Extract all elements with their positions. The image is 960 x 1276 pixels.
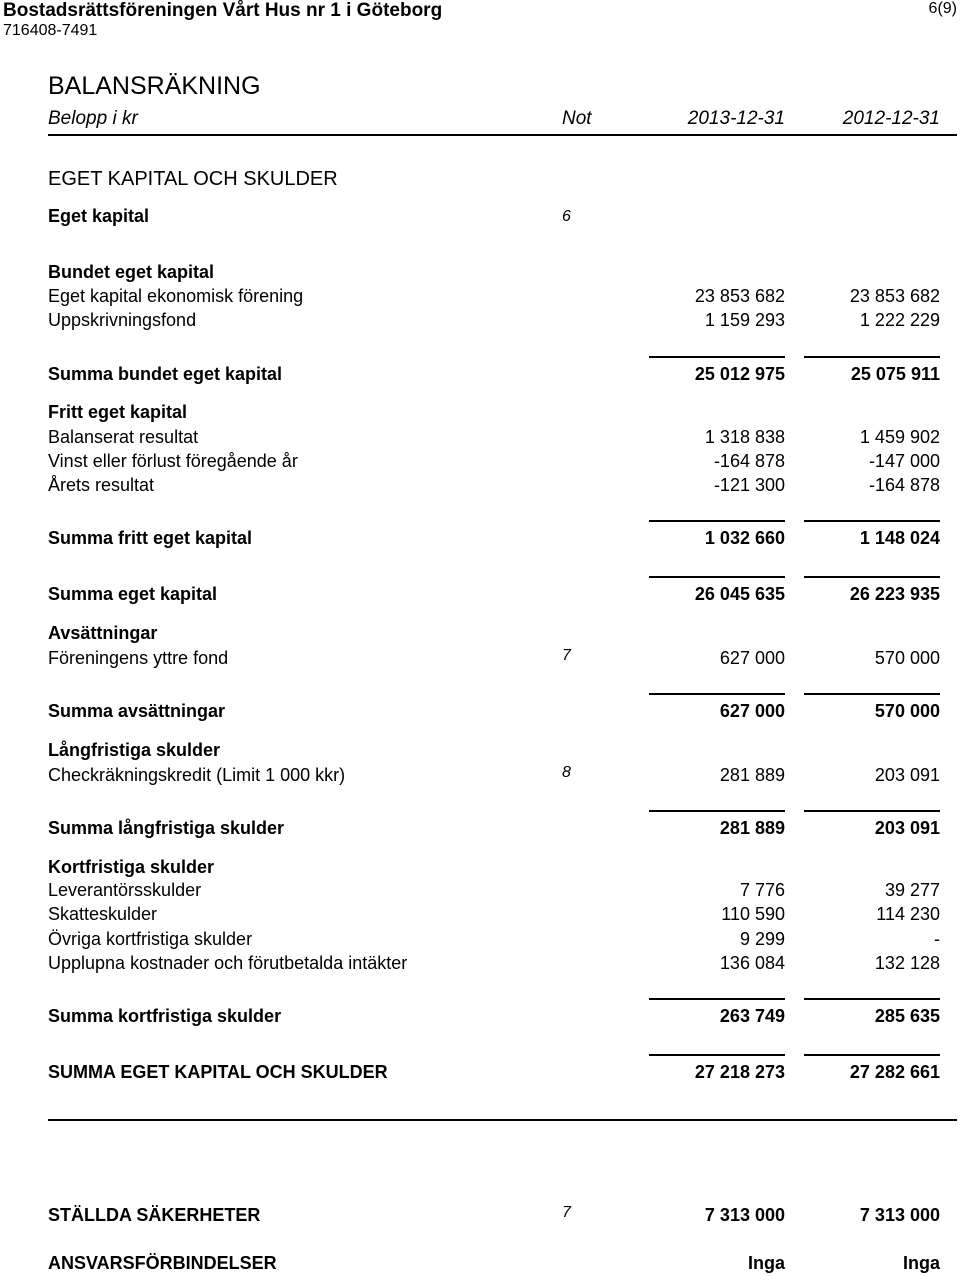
sum-value-2013: 263 749 [719, 1006, 785, 1026]
sum-underline [804, 1054, 940, 1056]
row-label: Uppskrivningsfond [48, 310, 197, 330]
row-note: 7 [562, 647, 571, 664]
sum-underline [804, 693, 940, 695]
page-number: 6(9) [928, 0, 957, 17]
sum-value-2013: 1 032 660 [704, 528, 785, 548]
sum-underline [804, 998, 940, 1000]
total-value-2013: 27 218 273 [694, 1062, 785, 1082]
sum-label: Summa fritt eget kapital [48, 528, 253, 548]
row-value-2013: 23 853 682 [694, 286, 785, 306]
sum-underline [804, 576, 940, 578]
sum-underline [649, 576, 785, 578]
row-value-2013: 1 318 838 [704, 427, 785, 447]
row-value-2012: 570 000 [874, 648, 940, 668]
row-label: Skatteskulder [48, 904, 158, 924]
row-label: Checkräkningskredit (Limit 1 000 kkr) [48, 765, 346, 785]
sum-underline [804, 810, 940, 812]
sum-value-2012: 1 148 024 [859, 528, 940, 548]
ansvar-label: ANSVARSFÖRBINDELSER [48, 1253, 277, 1273]
sum-underline [649, 520, 785, 522]
sum-value-2012: 203 091 [874, 818, 940, 838]
stallda-label: STÄLLDA SÄKERHETER [48, 1205, 261, 1225]
sum-underline [649, 693, 785, 695]
avsattningar-heading: Avsättningar [48, 623, 158, 643]
sum-label: Summa kortfristiga skulder [48, 1006, 282, 1026]
sum-label: Summa avsättningar [48, 701, 226, 721]
stallda-value-2013: 7 313 000 [704, 1205, 785, 1225]
stallda-value-2012: 7 313 000 [859, 1205, 940, 1225]
page-title: BALANSRÄKNING [48, 72, 261, 100]
row-label: Årets resultat [48, 475, 155, 495]
column-header-year1: 2013-12-31 [687, 108, 785, 129]
row-value-2012: 1 459 902 [859, 427, 940, 447]
column-header-amount: Belopp i kr [48, 108, 138, 129]
sum-value-2012: 25 075 911 [850, 364, 940, 384]
row-label: Leverantörsskulder [48, 880, 202, 900]
row-value-2013: -164 878 [713, 451, 785, 471]
row-label: Föreningens yttre fond [48, 648, 229, 668]
sum-underline [804, 356, 940, 358]
row-value-2012: 1 222 229 [859, 310, 940, 330]
row-value-2013: 627 000 [719, 648, 785, 668]
header-divider [48, 134, 957, 136]
eget-kapital-heading: Eget kapital [48, 206, 150, 226]
section-title: EGET KAPITAL OCH SKULDER [48, 168, 338, 190]
sum-value-2013: 281 889 [719, 818, 785, 838]
row-value-2012: - [934, 929, 940, 949]
eget-kapital-note: 6 [562, 208, 571, 225]
row-label: Vinst eller förlust föregående år [48, 451, 298, 471]
row-value-2012: 132 128 [874, 953, 940, 973]
bundet-heading: Bundet eget kapital [48, 262, 215, 282]
divider [48, 1119, 957, 1121]
row-label: Upplupna kostnader och förutbetalda intäkter [48, 953, 408, 973]
organization-name: Bostadsrättsföreningen Vårt Hus nr 1 i Göteborg [3, 0, 443, 21]
sum-underline [649, 1054, 785, 1056]
sum-underline [649, 356, 785, 358]
stallda-note: 7 [562, 1204, 571, 1221]
sum-value-2013: 26 045 635 [694, 584, 785, 604]
row-value-2012: -164 878 [868, 475, 940, 495]
sum-value-2012: 285 635 [874, 1006, 940, 1026]
langfristiga-heading: Långfristiga skulder [48, 740, 221, 760]
row-value-2013: 136 084 [719, 953, 785, 973]
row-value-2013: 9 299 [739, 929, 785, 949]
sum-underline [649, 998, 785, 1000]
row-label: Balanserat resultat [48, 427, 199, 447]
row-value-2012: 39 277 [884, 880, 940, 900]
kortfristiga-heading: Kortfristiga skulder [48, 857, 215, 877]
sum-value-2012: 570 000 [874, 701, 940, 721]
row-note: 8 [562, 764, 571, 781]
sum-value-2013: 25 012 975 [694, 364, 785, 384]
sum-value-2013: 627 000 [719, 701, 785, 721]
row-value-2012: 23 853 682 [849, 286, 940, 306]
row-label: Eget kapital ekonomisk förening [48, 286, 304, 306]
total-value-2012: 27 282 661 [849, 1062, 940, 1082]
fritt-heading: Fritt eget kapital [48, 402, 188, 422]
row-label: Övriga kortfristiga skulder [48, 929, 253, 949]
sum-underline [649, 810, 785, 812]
sum-label: Summa bundet eget kapital [48, 364, 283, 384]
row-value-2012: -147 000 [868, 451, 940, 471]
row-value-2013: 7 776 [739, 880, 785, 900]
row-value-2013: -121 300 [713, 475, 785, 495]
sum-underline [804, 520, 940, 522]
sum-label: Summa eget kapital [48, 584, 218, 604]
sum-label: Summa långfristiga skulder [48, 818, 285, 838]
total-label: SUMMA EGET KAPITAL OCH SKULDER [48, 1062, 388, 1082]
row-value-2013: 281 889 [719, 765, 785, 785]
organization-number: 716408-7491 [3, 22, 98, 39]
ansvar-value-2013: Inga [747, 1253, 785, 1273]
row-value-2012: 203 091 [874, 765, 940, 785]
sum-value-2012: 26 223 935 [849, 584, 940, 604]
row-value-2012: 114 230 [876, 904, 940, 924]
ansvar-value-2012: Inga [902, 1253, 940, 1273]
column-header-note: Not [562, 108, 592, 129]
row-value-2013: 1 159 293 [704, 310, 785, 330]
row-value-2013: 110 590 [721, 904, 785, 924]
column-header-year2: 2012-12-31 [842, 108, 940, 129]
